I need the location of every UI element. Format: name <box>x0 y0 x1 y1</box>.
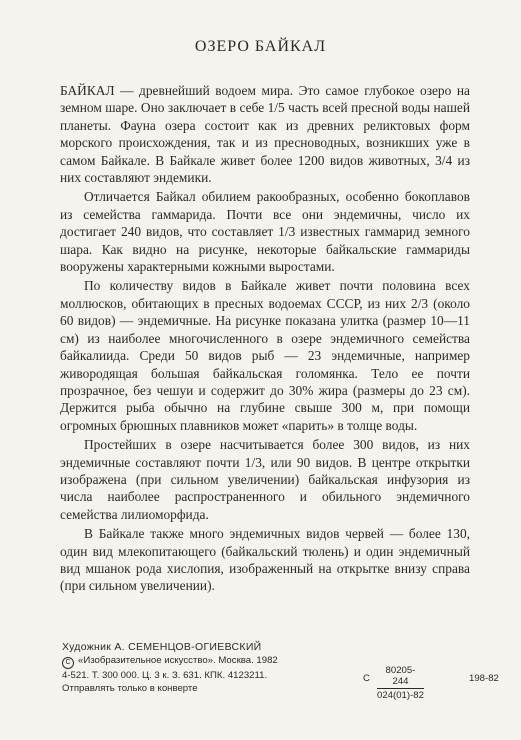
paragraph-5: В Байкале также много эндемичных видов червей — более 130, один вид млекопитающего (байкальский тюлень) и один эндемичный вид мшанок рода хислопия, изображенный на открытке внизу справа (при сильном увеличении). <box>60 526 470 594</box>
paragraph-3: По количеству видов в Байкале живет почти половина всех моллюсков, обитающих в пресных водоемах СССР, из них 2/3 (около 60 видов) — эндемичные. На рисунке показана улитка (размер 10—11 см) из наиболее многочисленного в озере эндемичного семейства байкалиида. Среди 50 видов рыб — 23 эндемичные, например живородящая большая байкальская голомянка. Тело ее почти прозрачное, без чешуи и содержит до 30% жира (размеры до 23 см). Держится рыба обычно на глубине свыше 300 м, при помощи огромных брюшных плавников может «парить» в толще воды. <box>60 278 470 433</box>
paragraph-1: БАЙКАЛ — древнейший водоем мира. Это самое глубокое озеро на земном шаре. Оно заключает в себе 1/5 часть всей пресной воды нашей планеты. Фауна озера состоит как из древних реликтовых форм морского происхождения, так и из пресноводных, возникших уже в самом Байкале. В Байкале живет более 1200 видов животных, 3/4 из них составляют эндемики. <box>60 83 470 186</box>
paragraph-4: Простейших в озере насчитывается более 300 видов, из них эндемичные составляют почти 1/3, или 90 видов. В центре открытки изображена (при сильном увеличении) байкальская инфузория из числа наиболее распространенного и обильного эндемичного семейства лилиоморфида. <box>60 437 470 522</box>
article-body <box>60 82 470 597</box>
catalog-code-denominator: 024(01)-82 <box>377 690 424 701</box>
publisher-text: «Изобразительное искусство». Москва. 1982 <box>78 655 278 666</box>
catalog-code-letter: С <box>363 673 370 684</box>
paragraph-2: Отличается Байкал обилием ракообразных, особенно бокоплавов из семейства гаммарида. Почти все они эндемичны, число их достигает 240 видов, что составляет 1/3 известных гаммарид земного шара. Как видно на рисунке, некоторые байкальские гаммариды вооружены характерными кожными выростами. <box>60 189 470 275</box>
catalog-code-fraction <box>377 665 424 701</box>
print-info: 4-521. Т. 300 000. Ц. 3 к. З. 631. КПК. 4123211. <box>62 670 268 681</box>
mailing-note: Отправлять только в конверте <box>62 683 198 694</box>
catalog-code-numerator: 80205-244 <box>377 665 424 689</box>
copyright-icon: С <box>62 657 74 669</box>
page-title: ОЗЕРО БАЙКАЛ <box>194 38 327 55</box>
artist-credit: Художник А. СЕМЕНЦОВ-ОГИЕВСКИЙ <box>62 641 262 653</box>
catalog-code-tail: 198-82 <box>469 673 499 684</box>
